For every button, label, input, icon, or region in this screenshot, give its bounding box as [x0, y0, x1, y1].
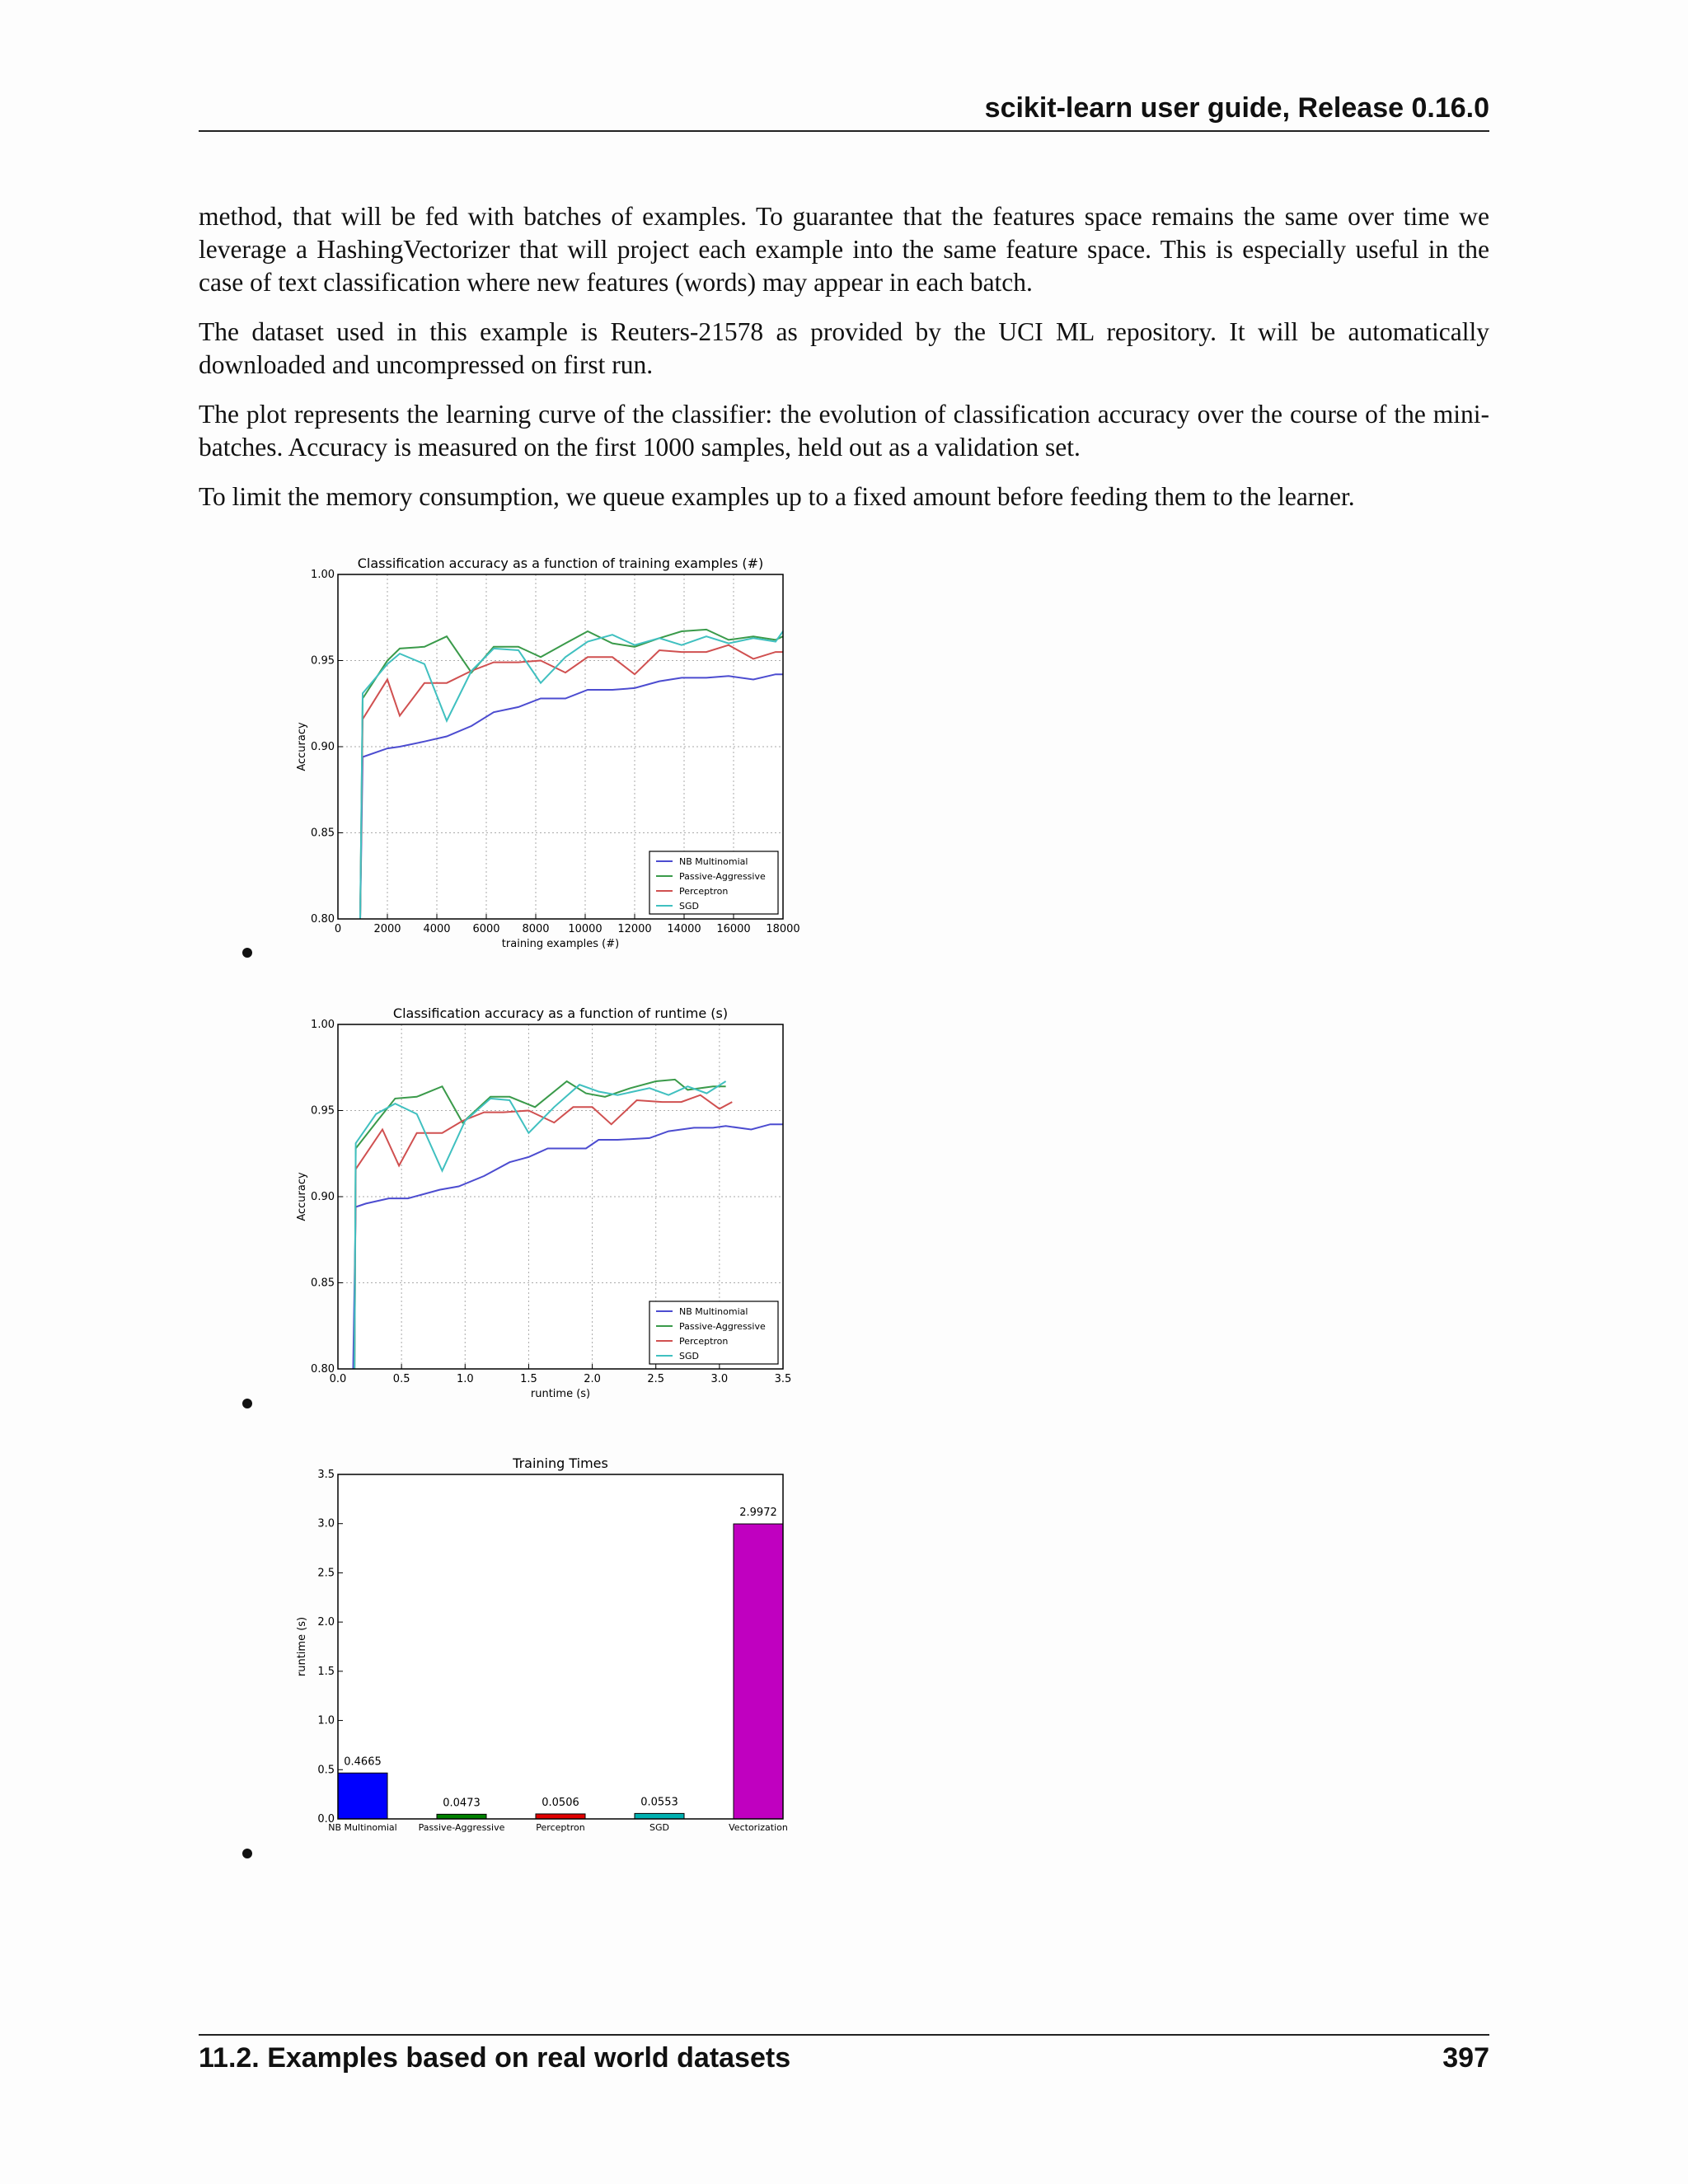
x-tick-label: 8000	[522, 923, 550, 935]
y-tick-label: 0.80	[311, 913, 335, 926]
x-tick-label: 0.0	[329, 1373, 347, 1385]
header-rule	[199, 130, 1489, 132]
x-tick-label: 3.5	[774, 1373, 792, 1385]
body-text	[199, 200, 1489, 530]
x-tick-label: 1.5	[520, 1373, 537, 1385]
x-category-label: Passive-Aggressive	[418, 1822, 505, 1833]
y-tick-label: 1.00	[311, 569, 335, 581]
y-tick-label: 0.85	[311, 1277, 335, 1290]
x-tick-label: 12000	[617, 923, 652, 935]
bullet-marker	[242, 948, 252, 958]
y-tick-label: 1.00	[311, 1019, 335, 1031]
bar	[536, 1814, 585, 1819]
x-tick-label: 1.0	[456, 1373, 474, 1385]
legend-label: Perceptron	[679, 1336, 729, 1347]
x-axis-label: training examples (#)	[501, 938, 620, 950]
legend-label: SGD	[679, 1351, 699, 1361]
legend-label: Perceptron	[679, 886, 729, 897]
y-axis-label: runtime (s)	[296, 1616, 308, 1677]
legend-label: NB Multinomial	[679, 856, 748, 867]
bullet-marker	[242, 1399, 252, 1408]
figure-accuracy-vs-examples	[284, 554, 804, 958]
bar-value-label: 0.0553	[640, 1796, 678, 1809]
bar-value-label: 0.0473	[443, 1797, 481, 1810]
y-axis-label: Accuracy	[296, 722, 308, 771]
x-category-label: Vectorization	[729, 1822, 788, 1833]
x-axis-label: runtime (s)	[530, 1388, 591, 1400]
y-tick-label: 0.95	[311, 654, 335, 668]
y-tick-label: 0.80	[311, 1363, 335, 1376]
figure-training-times	[284, 1454, 804, 1858]
y-tick-label: 0.95	[311, 1104, 335, 1118]
x-tick-label: 0	[334, 923, 342, 935]
x-tick-label: 2.5	[647, 1373, 665, 1385]
legend-label: NB Multinomial	[679, 1306, 748, 1317]
paragraph-memory: To limit the memory consumption, we queue examples up to a fixed amount before feeding them to the learner.	[199, 482, 1355, 511]
bar	[734, 1524, 783, 1819]
page-number: 397	[1442, 2042, 1489, 2074]
footer-rule	[199, 2034, 1489, 2036]
x-tick-label: 16000	[716, 923, 751, 935]
y-tick-label: 2.5	[317, 1567, 335, 1580]
chart-accuracy-vs-examples	[284, 554, 804, 958]
y-tick-label: 1.5	[317, 1665, 335, 1678]
legend-label: Passive-Aggressive	[679, 871, 766, 882]
bar-value-label: 0.4665	[344, 1755, 382, 1769]
y-tick-label: 1.0	[317, 1714, 335, 1727]
legend-label: SGD	[679, 901, 699, 912]
x-category-label: SGD	[649, 1822, 669, 1833]
y-tick-label: 2.0	[317, 1616, 335, 1629]
x-category-label: Perceptron	[536, 1822, 585, 1833]
chart-title: Classification accuracy as a function of training examples (#)	[357, 555, 764, 571]
chart-title: Classification accuracy as a function of runtime (s)	[392, 1005, 729, 1021]
y-tick-label: 0.85	[311, 827, 335, 840]
x-tick-label: 14000	[667, 923, 701, 935]
chart-accuracy-vs-runtime	[284, 1004, 804, 1408]
y-tick-label: 0.90	[311, 1191, 335, 1203]
y-axis-label: Accuracy	[296, 1172, 308, 1221]
chart-training-times	[284, 1454, 804, 1858]
y-tick-label: 3.0	[317, 1517, 335, 1530]
paragraph-intro: method, that will be fed with batches of examples. To guarantee that the features space remains the same over time we leverage a HashingVectorizer that will project each example into the same feature space. This is especially useful in the case of text classification where new features (words) may appear in each batch.	[199, 202, 1489, 297]
plot-background	[338, 1474, 783, 1819]
x-tick-label: 3.0	[710, 1373, 729, 1385]
bar-value-label: 2.9972	[739, 1507, 777, 1520]
x-tick-label: 2.0	[584, 1373, 601, 1385]
paragraph-dataset: The dataset used in this example is Reuters-21578 as provided by the UCI ML repository. It will be automatically downloaded and uncompressed on first run.	[199, 317, 1489, 379]
x-tick-label: 10000	[568, 923, 603, 935]
header-title: scikit-learn user guide, Release 0.16.0	[984, 92, 1489, 124]
x-tick-label: 4000	[423, 923, 451, 935]
bar-value-label: 0.0506	[542, 1796, 579, 1809]
x-tick-label: 0.5	[392, 1373, 410, 1385]
legend-label: Passive-Aggressive	[679, 1321, 766, 1332]
y-tick-label: 3.5	[317, 1469, 335, 1481]
y-tick-label: 0.0	[317, 1813, 335, 1825]
y-tick-label: 0.90	[311, 741, 335, 753]
y-tick-label: 0.5	[317, 1764, 335, 1777]
bar	[635, 1813, 684, 1819]
chart-title: Training Times	[513, 1455, 608, 1471]
footer-section-title: 11.2. Examples based on real world datasets	[199, 2042, 791, 2074]
x-tick-label: 18000	[766, 923, 800, 935]
bar	[437, 1814, 486, 1819]
bullet-marker	[242, 1849, 252, 1858]
bar	[338, 1773, 387, 1819]
x-category-label: NB Multinomial	[328, 1822, 397, 1833]
figure-accuracy-vs-runtime	[284, 1004, 804, 1408]
paragraph-plot: The plot represents the learning curve of the classifier: the evolution of classification accuracy over the course of the mini-batches. Accuracy is measured on the first 1000 samples, held out as a validation set.	[199, 400, 1489, 462]
x-tick-label: 6000	[472, 923, 500, 935]
x-tick-label: 2000	[373, 923, 401, 935]
